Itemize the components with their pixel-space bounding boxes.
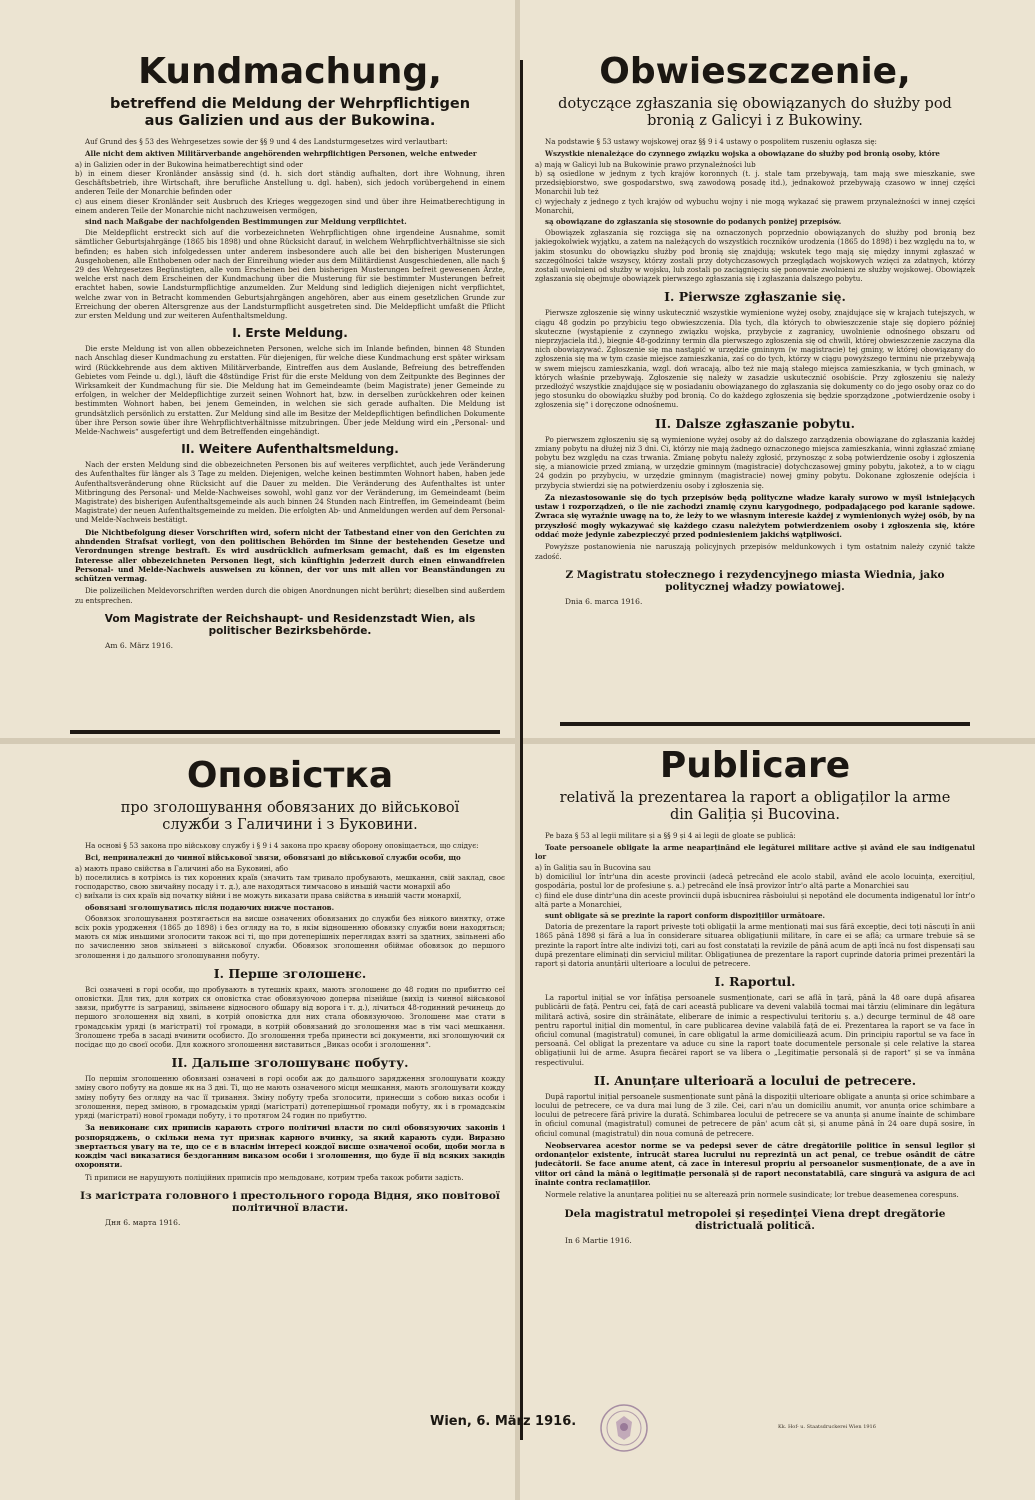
obwieszczenie-date: Dnia 6. marca 1916. — [565, 596, 643, 606]
printer-imprint: Kk. Hof- u. Staatsdruckerei Wien 1916 — [778, 1424, 876, 1430]
obwieszczenie-section-2: II. Dalsze zgłaszanie pobytu. — [655, 415, 855, 431]
obwieszczenie-lead: Wszystkie nienależące do czynnego związku wojska a obowiązane do służby pod bronią osoby, które — [545, 148, 940, 158]
publicare-item: b) domiciliul lor într'una din aceste provincii (adecă petrecând ele acolo stabil, având ele acolo locuința, exercițiul, gospodăria, postul lor de profesiune ș. a.) petrecând ele însă provizor într'o altă parte a Monarchiei sau — [535, 872, 975, 891]
publicare-intro: Pe baza § 53 al legii militare și a §§ 9 și 4 ai legii de gloate se publică: — [545, 831, 796, 841]
publicare-subtitle: relativă la prezentarea la raport a obligaților la arme din Galiția și Bucovina. — [559, 790, 951, 823]
opovistka-section-1: І. Перше зголошенє. — [213, 965, 367, 981]
publicare-warning: Neobservarea acestor norme se va pedepsi sever de către dregătoriile politice în sensul legilor și ordonanțelor existente, întrucât starea lucrului nu reprezintă un act penal, ce trebue osândit de către judecătorii. Se face anume atent, că zace în interesul propriu al persoanelor susmenționate, de a ave în viitor ori când la mână o legitimație personală și de raport neconstatabilă, care singură va asigura de aci înainte contra reclamațiilor. — [535, 1140, 975, 1188]
obwieszczenie-section-1-body: Pierwsze zgłoszenie się winny uskutecznić wszystkie wymienione wyżej osoby, znajdujące się w krajach tutejszych, w ciągu 48 godzin po przybiciu tego obwieszczenia. Dla tych, dla których to obwieszczenie staje się dopiero później skuteczne (wystąpienie z czynnego związku wojska, przybycie z zagranicy, uwolnienie odnośnego obszaru od nieprzyjaciela itd.), biegnie 48-godzinny termin dla pierwszego zgłoszenia się od chwili, której obwieszczenie zaczyna dla nich obowiązywać. Zgłoszenie się ma nastąpić w urzędzie gminnym (w magistracie) tej gminy, w której obowiązany do zgłoszenia się ma w tym czasie miejsce zamieszkania, zaś co do tych, którzy w ciągu powyższego terminu nie przebywają w swem miejscu zamieszkania, wzgl. doń wracają, albo też nie mają stałego miejsca zamieszkania, w tych gminach, w których właśnie przebywają. Zgłoszenie się należy w zasadzie uskutecznić osobiście. Przy zgłoszeniu się należy przedłożyć wszystkie znajdujące się w posiadaniu obowiązanego do zgłaszania się dokumenty co do jego osoby oraz co do jego stosunku do obowiązku służby pod bronią. Co do każdego zgłoszenia się będzie sporządzone „potwierdzenie osoby i zgłoszenia się“ i doręczone odnośnemu. — [535, 308, 975, 410]
panel-obwieszczenie — [535, 48, 975, 720]
opovistka-warning: За невиконанє сих приписів карають строго політичні власти по силі обовязуючих законів і розпоряджень, о скільки нема тут признак карного вчинку, за який карають суди. Виразно звертається увагу на те, що се є в власнім інтересі кождої висше означеної особи, щоби могла в кождім часі виказатися бездоганним виказом особи і зголошення, що буде її від всяких закидів охороняти. — [75, 1123, 505, 1170]
seal-stamp-icon — [598, 1402, 650, 1454]
opovistka-title: Оповістка — [186, 755, 394, 796]
opovistka-section-1-body: Всі означені в горі особи, що пробувають в тутешніх краях, мають зголошенє до 48 годин по прибиттю сеї оповістки. Для тих, для котрих ся оповістка стає обовязуючою доперва пізнійше (вихід із чинної військової звязи, прибуттє із заграниці, звільненє відносного обшару від ворога і т. д.), лічиться 48-годинний речинець до першого зголошення від хвилі, в котрій оповістка для них стала обовязуючою. Зголошенє має стати в громадськім уряді (в магістраті) тої громади, в котрій обовязаний до зголошення має в тім часі мешкання. Зголошенє треба в засаді вчинити особисто. До зголошення треба принести всі документи, які зголошуючий ся посідає що до своєї особи. Для кожного зголошення виставиться „Виказ особи і зголошення“. — [75, 984, 505, 1049]
kundmachung-obligation: sind nach Maßgabe der nachfolgenden Bestimmungen zur Meldung verpflichtet. — [85, 216, 407, 226]
opovistka-body: Обовязок зголошування розтягається на висше означених обовязаних до служби без ніякого винятку, отже всіх років уродження (1865 до 1898) і без огляду на то, в якім відношенню обовязку служби вони находяться; мають ся між иньшими зголосити також всі ті, що при дотеперішніх переглядах взяті за здатних, звільнені або по зачисленню знов звільнені з військової служби. Обовязок зголошення обіймає обовязок до першого зголошення і до дальшого зголошування побуту. — [75, 913, 505, 960]
kundmachung-section-2-body: Nach der ersten Meldung sind die obbezeichneten Personen bis auf weiteres verpflichtet, auch jede Veränderung des Aufenthaltes für länger als 3 Tage zu melden. Diejenigen, welche keinen bestimmten Wohnort haben, haben jede Aufenthaltsveränderung ohne Rücksicht auf die Dauer zu melden. Die Veränderung des Aufenthaltes ist unter Mitbringung des Personal- und Melde-Nachweises sowohl, wohl ganz vor der Veränderung, im Gemeindeamt (beim Magistrate) des bisherigen Aufenthaltsgemeinde als auch binnen 24 Stunden nach Eintreffen, im Gemeindeamt (beim Magistrate) der neuen Aufenthaltsgemeinde zu melden. Die erfolgten Ab- und Anmeldungen werden auf dem Personal- und Melde-Nachweis bestätigt. — [75, 460, 505, 525]
opovistka-item: c) виїхали із сих країв від початку війни і не можуть виказати права свійства в иньшій части монархії, — [75, 891, 462, 901]
opovistka-item: b) поселились в котрімсь із тих коронних країв (значить там тривало пробувають, мешкання, свій заклад, своє господарство, свою звичайну посаду і т. д.), але находяться тимчасово в иньшій части монархії або — [75, 872, 505, 892]
panel-kundmachung — [75, 48, 505, 728]
publicare-police-note: Normele relative la anunțarea poliției nu se alterează prin normele susindicate; lor trebue deasemenea corespuns. — [545, 1190, 959, 1200]
opovistka-obligation: обовязані зголошуватись після подаючих нижче постанов. — [85, 902, 335, 912]
opovistka-items — [75, 864, 505, 901]
kundmachung-police-note: Die polizeilichen Meldevorschriften werden durch die obigen Anordnungen nicht berührt; dieselben sind außerdem zu entsprechen. — [75, 586, 505, 605]
kundmachung-item: b) in einem dieser Kronländer ansässig sind (d. h. sich dort ständig aufhalten, dort ihre Wohnung, ihren Geschäftsbetrieb, ihre Wirtschaft, ihre berufliche Anstellung u. dgl. haben), sich jedoch vorübergehend in einem anderen Teile der Monarchie befinden oder — [75, 168, 505, 197]
kundmachung-section-2: II. Weitere Aufenthaltsmeldung. — [181, 442, 399, 457]
publicare-obligation: sunt obligate să se prezinte la raport conform dispozițiilor următoare. — [545, 910, 825, 920]
opovistka-authority: Із магістрата головного і престольного города Відня, яко повітової політичної власти. — [80, 1189, 500, 1214]
divider-bar-right — [560, 722, 970, 726]
obwieszczenie-obligation: są obowiązane do zgłaszania się stosownie do podanych poniżej przepisów. — [545, 216, 842, 226]
kundmachung-section-1: I. Erste Meldung. — [232, 326, 348, 341]
obwieszczenie-items — [535, 160, 975, 215]
opovistka-section-2: ІІ. Дальше зголошуванє побуту. — [171, 1055, 409, 1071]
opovistka-lead: Всі, неприналежні до чинної військової звязи, обовязані до військової служби особи, що — [85, 852, 461, 862]
center-divider — [520, 60, 523, 1440]
obwieszczenie-authority: Z Magistratu stołecznego i rezydencyjnego miasta Wiednia, jako politycznej władzy powiatowej. — [565, 568, 945, 593]
opovistka-date: Дня 6. марта 1916. — [105, 1217, 181, 1227]
kundmachung-item: c) aus einem dieser Kronländer seit Ausbruch des Krieges weggezogen sind und über ihre Heimatberechtigung in einem anderen Teile der Monarchie nicht nachzuweisen vermögen, — [75, 196, 505, 215]
publicare-section-2-body: După raportul inițial persoanele susmenționate sunt până la dispoziții ulterioare obligate a anunța și orice schimbare a locului de petrecere, ce va dura mai lung de 3 zile. Cei, cari n'au un domiciliu anumit, vor anunța orice schimbare a locului de petrecere fără privire la durată. Schimbarea locului de petrecere se va anunța și anume înainte de schimbare în oficiul comunal (magistratul) comunei de petrecere de pân' acum cât și, și anume până în 24 oare după sosire, în oficiul comunal (magistratul) din noua comună de petrecere. — [535, 1091, 975, 1138]
publicare-authority: Dela magistratul metropolei și reședinței Viena drept dregătorie districtuală politică. — [564, 1207, 946, 1232]
kundmachung-lead: Alle nicht dem aktiven Militärverbande angehörenden wehrpflichtigen Personen, welche entweder — [85, 148, 477, 158]
kundmachung-items — [75, 160, 505, 215]
divider-bar-left — [70, 730, 500, 734]
obwieszczenie-item: b) są osiedlone w jednym z tych krajów koronnych (t. j. stale tam przebywają, tam mają swe mieszkanie, swe przedsiębiorstwo, swe gospodarstwo, swą zawodową posadę itd.), jednakowoż przebywają czasowo w innej części Monarchii lub też — [535, 168, 975, 197]
publicare-date: In 6 Martie 1916. — [565, 1235, 632, 1245]
kundmachung-authority: Vom Magistrate der Reichshaupt- und Residenzstadt Wien, als politischer Bezirksbehörde. — [104, 612, 476, 637]
obwieszczenie-item: c) wyjechały z jednego z tych krajów od wybuchu wojny i nie mogą wykazać się prawem przynależności w innej części Monarchii, — [535, 196, 975, 215]
kundmachung-intro: Auf Grund des § 53 des Wehrgesetzes sowie der §§ 9 und 4 des Landsturmgesetzes wird verlautbart: — [85, 137, 448, 147]
kundmachung-subtitle: betreffend die Meldung der Wehrpflichtigen aus Galizien und aus der Bukowina. — [109, 96, 471, 129]
kundmachung-item: a) in Galizien oder in der Bukowina heimatberechtigt sind oder — [75, 159, 303, 169]
publicare-item: c) fiind ele duse dintr'una din aceste provincii după isbucnirea răsboiului și nepotând ele documenta indigenatul lor într'o altă parte a Monarchiei, — [535, 890, 975, 909]
opovistka-item: a) мають право свійства в Галичині або на Буковині, або — [75, 863, 288, 873]
obwieszczenie-body: Obowiązek zgłaszania się rozciąga się na oznaczonych poprzednio obowiązanych do służby pod bronią bez jakiegokolwiek wyjątku, a zatem na należących do wszystkich roczników urodzenia (1865 do 1898) i bez względu na to, w jakim stosunku do obowiązku służby pod bronią się znajdują; wskutek tego mają się między innymi zgłaszać w szczególności także wszyscy, którzy zostali przy dotychczasowych przeglądach wojskowych wzięci za zdatnych, którzy zostali uwolnieni od służby w wojsku, lub zostali po zaciągnięciu się ponownie zwolnieni ze służby wojskowej. Obowiązek zgłaszania się obejmuje obowiązek pierwszego zgłaszania się i zgłaszania dalszego pobytu. — [535, 228, 975, 284]
opovistka-subtitle: про зголошування обовязаних до військової служби з Галичини і з Буковини. — [120, 800, 460, 833]
kundmachung-warning: Die Nichtbefolgung dieser Vorschriften wird, sofern nicht der Tatbestand einer von den Gerichten zu ahndenden Strafsat vorliegt, von den politischen Behörden im Sinne der bestehenden Gesetze und Verordnungen strenge bestraft. Es wird ausdrücklich aufmerksam gemacht, daß es im eigensten Interesse aller obbezeichneten Personen liegt, sich künftighin jederzeit durch einen einwandfreien Personal- und Melde-Nachweis ausweisen zu können, der vor uns mit allen vor Beanständungen zu schützen vermag. — [75, 527, 505, 584]
panel-publicare — [535, 742, 975, 1402]
obwieszczenie-section-2-body: Po pierwszem zgłoszeniu się są wymienione wyżej osoby aż do dalszego zarządzenia obowiązane do zgłaszania każdej zmiany pobytu na dłużej niż 3 dni. Ci, którzy nie mają żadnego oznaczonego miejsca zamieszkania, winni zgłaszać zmianę pobytu bez względu na czas trwania. Zmianę pobytu należy zgłosić, przynosząc z sobą potwierdzenie osoby i zgłoszenia się, a mianowicie przed zmianą, w urzędzie gminnym (magistracie) dotychczasowej gminy pobytu, jakoteż, a to w ciągu 24 godzin po przybyciu, w urzędzie gminnym (magistracie) nowej gminy pobytu. Dokonane zgłoszenie odejścia i przybycia stwierdzi się na potwierdzeniu osoby i zgłoszenia się. — [535, 434, 975, 490]
publicare-section-1: I. Raportul. — [714, 974, 796, 990]
kundmachung-section-1-body: Die erste Meldung ist von allen obbezeichneten Personen, welche sich im Inlande befinden, binnen 48 Stunden nach Anschlag dieser Kundmachung zu erstatten. Für diejenigen, für welche diese Kundmachung erst später wirksam wird (Rückkehrende aus dem aktiven Militärverbande, Eintreffen aus dem Auslande, Befreiung des betreffenden Gebietes vom Feinde u. dgl.), läuft die 48stündige Frist für die erste Meldung von dem Zeitpunkte des Beginnes der Wirksamkeit der Kundmachung für sie. Die Meldung hat im Gemeindeamte (beim Magistrate) jener Gemeinde zu erfolgen, in welcher der Meldepflichtige zurzeit seinen Wohnort hat, bzw. in derselben zurückkehren oder keinen bestimmten Wohnort haben, bei jenem Gemeinden, in welchen sie sich gerade aufhalten. Die Meldung ist grundsätzlich persönlich zu erstatten. Zur Meldung sind alle im Besitze der Meldepflichtigen befindlichen Dokumente über ihre Person sowie über ihre Wehrpflichtverhältnisse mitzubringen. Über jede Meldung wird ein „Personal- und Melde-Nachweis“ ausgefertigt und dem Betreffenden eingehändigt. — [75, 344, 505, 437]
panel-opovistka — [75, 750, 505, 1400]
opovistka-section-2-body: По першім зголошенню обовязані означені в горі особи аж до дальшого зарядження зголошувати кожду зміну свого побуту на довше як на 3 дні. Ті, що не мають означеного місця мешкання, мають зголошувати кожду зміну побуту без огляду на час її тривання. Зміну побуту треба зголосити, принесши з собою виказ особи і зголошення, перед зміною, в громадськім уряді (магістраті) дотеперішньої громади побуту, як і в громадськім уряді (магістраті) нової громади побуту, і то протягом 24 годин по прибуттю. — [75, 1074, 505, 1121]
obwieszczenie-section-1: I. Pierwsze zgłaszanie się. — [664, 289, 846, 305]
obwieszczenie-warning: Za niezastosowanie się do tych przepisów będą polityczne władze karały surowo w myśl istniejących ustaw i rozporządzeń, o ile nie zachodzi znamię czynu karygodnego, podpadającego pod karanie sądowe. Zwraca się wyraźnie uwagę na to, że leży to we własnym interesie każdej z wymienionych wyżej osób, by na przyszłość mogły wykazywać się każdego czasu należytem potwierdzeniem osoby i zgłoszenia się, które oddać może jedynie zabezpieczyć przed podniesieniem jakichś wątpliwości. — [535, 492, 975, 540]
kundmachung-body: Die Meldepflicht erstreckt sich auf die vorbezeichneten Wehrpflichtigen ohne irgendeine Ausnahme, somit sämtlicher Geburtsjahrgänge (1865 bis 1898) und ohne Rücksicht darauf, in welchem Wehrpflichtverhältnisse sie sich befinden; es haben sich infolgedessen unter anderem insbesondere auch alle bei den bisherigen Musterungen Ausgehobenen, alle Enthobenen oder nach der Einreihung wieder aus dem Militärdienst Ausgeschiedenen, alle nach § 29 des Wehrgesetzes Begünstigten, alle vom Erscheinen bei den bisherigen Musterungen befreit gewesenen Ärzte, welche erst nach dem Erscheinen der Kundmachung über die Musterung für sie bestimmter Musterungen befreit erachtet haben, sowie Landsturmpflichtige anzumelden. Zur Meldung sind lediglich diejenigen nicht verpflichtet, welche zwar von in Betracht kommenden Geburtsjahrgängen angehören, aber aus einem gesetzlichen Grunde zur Erreichung der oberen Altersgrenze aus der Landsturmpflicht ausgetreten sind. Die Meldepflicht umfaßt die Pflicht zur ersten Meldung und zur weiteren Aufenthaltsmeldung. — [75, 228, 505, 320]
opovistka-intro: На основі § 53 закона про військову службу і § 9 і 4 закона про краєву оборону оповіщається, що слідує: — [85, 841, 479, 851]
publicare-item: a) în Galiția sau în Bucovina sau — [535, 862, 651, 872]
publicare-items — [535, 863, 975, 909]
publicare-section-1-body: La raportul inițial se vor înfățișa persoanele susmenționate, cari se află în țară, până la 48 oare după afișarea publicării de față. Pentru cei, față de cari această publicare va deveni valabilă tocmai mai târziu (eliminare din legătura militară activă, sosire din străinătate, eliberare de inimic a respectivului teritoriu ș. a.) decurge terminul de 48 oare pentru raportul inițial din momentul, în care publicarea devine valabilă față de ei. Prezentarea la raport se va face în oficiul comunal (magistratul) comunei, în care obligatul la arme domiciliează acum. Din principiu raportul se va face în persoană. Cel obligat la prezentare va aduce cu sine la raport toate documentele personale și cele relative la starea obligațiunii lui de arme. Asupra fiecărei raport se va libera o „Legitimație personală și de raport“ și se va înmâna respectivului. — [535, 993, 975, 1067]
publicare-title: Publicare — [659, 745, 851, 786]
footer-place-date: Wien, 6. März 1916. — [430, 1414, 577, 1429]
obwieszczenie-subtitle: dotyczące zgłaszania się obowiązanych do służby pod bronią z Galicyi i z Bukowiny. — [558, 96, 952, 129]
publicare-lead: Toate persoanele obligate la arme neaparținând ele legăturei militare active și având ele sau indigenatul lor — [535, 842, 975, 861]
kundmachung-date: Am 6. März 1916. — [105, 640, 173, 650]
obwieszczenie-title: Obwieszczenie, — [599, 51, 911, 92]
obwieszczenie-police-note: Powyższe postanowienia nie naruszają policyjnych przepisów meldunkowych i tym ostatnim należy czynić także zadość. — [535, 542, 975, 561]
obwieszczenie-item: a) mają w Galicyi lub na Bukowinie prawo przynależności lub — [535, 159, 756, 169]
publicare-section-2: II. Anunțare ulterioară a locului de petrecere. — [593, 1072, 917, 1088]
publicare-body: Datoria de prezentare la raport privește toți obligații la arme menționați mai sus fără excepție, deci toți născuți în anii 1865 până 1898 și fără a lua în considerare situarea obligațiunii militare, în care ei se află; ca urmare trebuie să se prezinte la raport între alte indivizi toți, cari au fost constatați la revizile de până acum de apți încă nu fost dispensați sau după prezentare eliminați din serviciul militar. Obligațiunea de prezentare la raport cuprinde datoria primei prezentări la raport și datoria anunțării ulterioare a locului de petrecere. — [535, 922, 975, 968]
obwieszczenie-intro: Na podstawie § 53 ustawy wojskowej oraz §§ 9 i 4 ustawy o pospolitem ruszeniu ogłasza się: — [545, 137, 877, 147]
opovistka-police-note: Ті приписи не нарушують поліційних приписів про мельдованє, котрим треба також робити задість. — [85, 1172, 464, 1182]
kundmachung-title: Kundmachung, — [138, 51, 442, 92]
